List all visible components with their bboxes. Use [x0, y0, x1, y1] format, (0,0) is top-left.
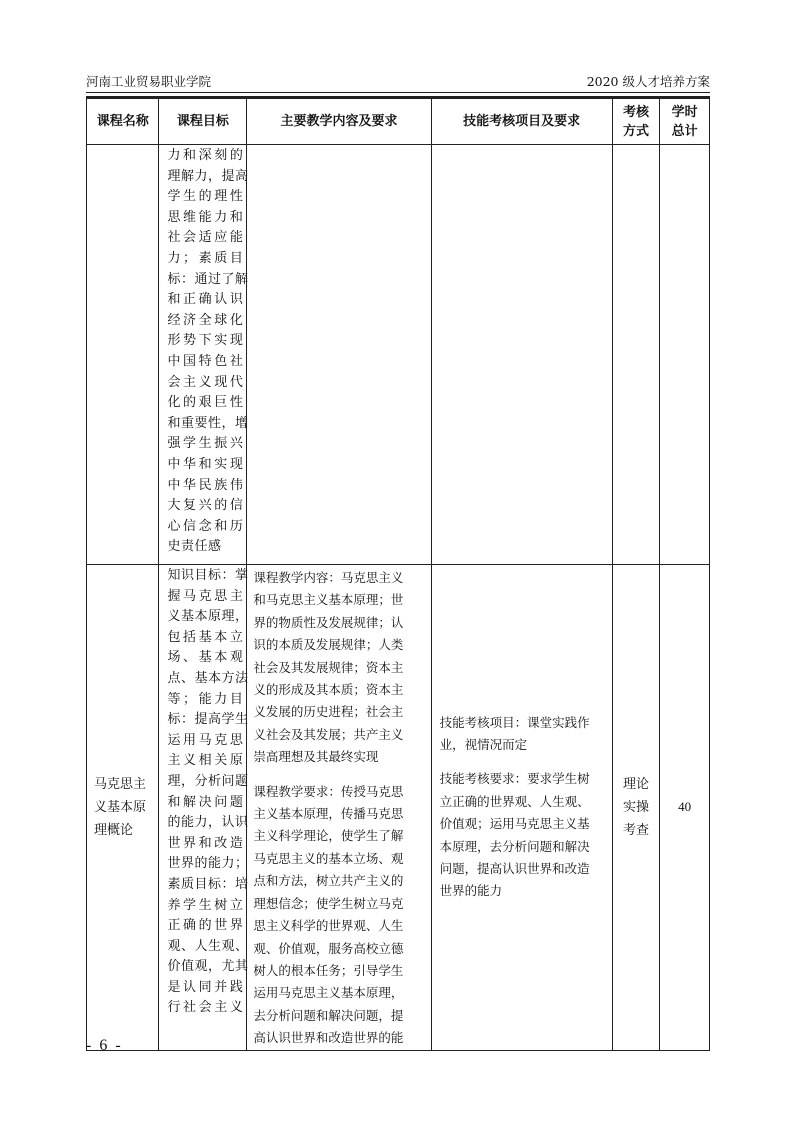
- exam-method-cell: [612, 145, 660, 565]
- col-header-line: 总计: [671, 123, 698, 139]
- text-line: 思维能力和: [167, 209, 244, 225]
- text-line: 技能考核项目：课堂实践作: [439, 714, 590, 730]
- text-line: 大复兴的信: [167, 498, 244, 514]
- teaching-content-block: [253, 567, 426, 769]
- text-line: 课程教学要求：传授马克思: [253, 783, 404, 799]
- text-line: 崇高理想及其最终实现: [253, 749, 379, 765]
- text-line: 学生的理性: [167, 189, 244, 205]
- table-header-row: [87, 99, 710, 145]
- teaching-requirement-block: [253, 781, 426, 1050]
- text-line: 考查: [622, 822, 649, 838]
- paragraph-gap: [253, 769, 426, 781]
- course-objective-cell: [159, 565, 247, 1051]
- skill-requirement-block: [440, 768, 608, 902]
- text-line: 点、基本方法: [167, 670, 249, 686]
- page-number: - 6 -: [86, 1037, 123, 1054]
- text-line: 养学生树立: [167, 897, 244, 913]
- text-line: 主义基本原理，传播马克思: [253, 806, 404, 822]
- col-header-skill-assessment: 技能考核项目及要求: [431, 99, 612, 145]
- text-line: 义社会及其发展；共产主义: [253, 726, 404, 742]
- text-line: 理解力，提高: [167, 168, 249, 184]
- teaching-content-cell: [247, 565, 431, 1051]
- text-line: 业，视情况而定: [439, 737, 528, 753]
- course-name-cell: [87, 145, 159, 565]
- text-line: 义的形成及其本质；资本主: [253, 682, 404, 698]
- text-line: 主义相关原: [167, 753, 244, 769]
- header-rule-thin: [86, 92, 710, 93]
- text-line: 社会适应能: [167, 230, 244, 246]
- col-header-line: 方式: [622, 123, 649, 139]
- text-line: 和解决问题: [167, 794, 244, 810]
- teaching-content-cell: [247, 145, 431, 565]
- text-line: 主义科学理论，使学生了解: [253, 828, 404, 844]
- text-line: 理想信念；使学生树立马克: [253, 895, 404, 911]
- col-header-total-hours: [660, 99, 710, 145]
- text-line: 世界的能力: [439, 883, 503, 899]
- text-line: 化的艰巨性: [167, 395, 244, 411]
- col-header-line: 考核: [622, 104, 649, 120]
- text-line: 价值观；运用马克思主义基: [439, 816, 590, 832]
- text-line: 史责任感: [167, 539, 222, 555]
- text-line: 义发展的历史进程；社会主: [253, 704, 404, 720]
- text-line: 义基本原理，: [167, 609, 249, 625]
- text-line: 社会及其发展规律；资本主: [253, 659, 404, 675]
- text-line: 包括基本立: [167, 629, 244, 645]
- text-line: 观、人生观、: [167, 938, 249, 954]
- text-line: 理概论: [94, 822, 134, 838]
- text-line: 素质目标：培: [167, 876, 249, 892]
- text-line: 标：提高学生: [167, 712, 249, 728]
- header-school-name: 河南工业贸易职业学院: [86, 74, 212, 89]
- text-line: 场、基本观: [167, 650, 244, 666]
- exam-method-cell: [612, 565, 660, 1051]
- text-line: 实操: [622, 799, 649, 815]
- text-line: 等；能力目: [167, 691, 244, 707]
- text-line: 握马克思主: [167, 588, 244, 604]
- total-hours-cell: 40: [660, 565, 710, 1051]
- text-line: 和重要性，增: [167, 415, 249, 431]
- text-line: 力；素质目: [167, 250, 244, 266]
- text-line: 运用马克思: [167, 732, 244, 748]
- text-line: 界的物质性及发展规律；认: [253, 614, 404, 630]
- skill-assessment-cell: [431, 145, 612, 565]
- text-line: 是认同并践: [167, 979, 244, 995]
- table-row: [87, 565, 710, 1051]
- header-plan-title: 2020 级人才培养方案: [586, 74, 710, 89]
- text-line: 观、价值观，服务高校立德: [253, 940, 404, 956]
- text-line: 标：通过了解: [167, 271, 249, 287]
- text-line: 心信念和历: [167, 518, 244, 534]
- text-line: 力和深刻的: [167, 148, 244, 163]
- text-line: 运用马克思主义基本原理，: [253, 985, 404, 1001]
- table-row: [87, 145, 710, 565]
- text-line: 高认识世界和改造世界的能: [253, 1030, 404, 1046]
- text-line: 点和方法，树立共产主义的: [253, 873, 404, 889]
- col-header-line: 学时: [671, 104, 698, 120]
- course-objective-cell: [159, 145, 247, 565]
- text-line: 问题，提高认识世界和改造: [439, 861, 590, 877]
- text-line: 形势下实现: [167, 333, 244, 349]
- text-line: 义基本原: [94, 799, 147, 815]
- total-hours-cell: [660, 145, 710, 565]
- text-line: 和正确认识: [167, 292, 244, 308]
- text-line: 中华和实现: [167, 456, 244, 472]
- text-line: 思主义科学的世界观、人生: [253, 918, 404, 934]
- text-line: 去分析问题和解决问题，提: [253, 1007, 404, 1023]
- text-line: 课程教学内容：马克思主义: [253, 570, 404, 585]
- text-line: 马克思主义的基本立场、观: [253, 850, 404, 866]
- text-line: 技能考核要求：要求学生树: [439, 771, 590, 787]
- text-line: 理论: [622, 776, 649, 792]
- text-line: 立正确的世界观、人生观、: [439, 793, 590, 809]
- col-header-teaching-content: 主要教学内容及要求: [247, 99, 431, 145]
- text-line: 树人的根本任务；引导学生: [253, 962, 404, 978]
- curriculum-table: [86, 98, 710, 1051]
- text-line: 会主义现代: [167, 374, 244, 390]
- col-header-exam-method: [612, 99, 660, 145]
- text-line: 价值观，尤其: [167, 959, 249, 975]
- text-line: 中华民族伟: [167, 477, 244, 493]
- course-name-cell: [87, 565, 159, 1051]
- col-header-course-objective: 课程目标: [159, 99, 247, 145]
- skill-assessment-cell: [431, 565, 612, 1051]
- text-line: 知识目标：掌: [167, 568, 249, 583]
- text-line: 行社会主义: [167, 1000, 244, 1016]
- paragraph-gap: [440, 756, 608, 768]
- text-line: 的能力，认识: [167, 815, 249, 831]
- text-line: 世界和改造: [167, 835, 244, 851]
- col-header-course-name: 课程名称: [87, 99, 159, 145]
- text-line: 中国特色社: [167, 353, 244, 369]
- text-line: 强学生振兴: [167, 436, 244, 452]
- skill-item-block: [440, 712, 608, 757]
- text-line: 正确的世界: [167, 918, 244, 934]
- text-line: 世界的能力；: [167, 856, 249, 872]
- text-line: 和马克思主义基本原理；世: [253, 592, 404, 608]
- text-line: 本原理，去分析问题和解决: [439, 838, 590, 854]
- text-line: 马克思主: [94, 776, 147, 792]
- text-line: 识的本质及发展规律；人类: [253, 637, 404, 653]
- text-line: 理，分析问题: [167, 773, 249, 789]
- text-line: 经济全球化: [167, 312, 244, 328]
